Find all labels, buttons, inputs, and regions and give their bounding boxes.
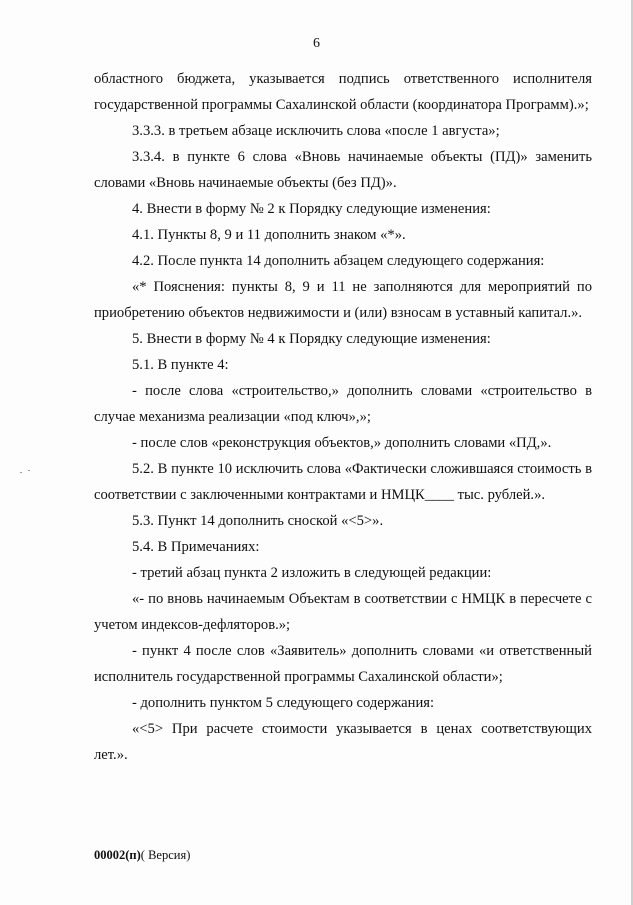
paragraph: 5.2. В пункте 10 исключить слова «Фактически сложившаяся стоимость в соответствии с заключенными контрактами и НМЦК____ тыс. рублей.».	[94, 461, 592, 503]
paragraph: 5.4. В Примечаниях:	[132, 539, 260, 555]
paragraph: областного бюджета, указывается подпись ответственного исполнителя государственной программы Сахалинской области (координатора Программ).»;	[94, 71, 592, 113]
paragraph: - третий абзац пункта 2 изложить в следующей редакции:	[132, 565, 492, 581]
document-code: 00002(п)	[94, 848, 141, 862]
paragraph: 3.3.3. в третьем абзаце исключить слова «после 1 августа»;	[132, 123, 500, 139]
paragraph: - дополнить пунктом 5 следующего содержания:	[132, 695, 435, 711]
paragraph: 5. Внести в форму № 4 к Порядку следующие изменения:	[132, 331, 491, 347]
paragraph: 4.2. После пункта 14 дополнить абзацем следующего содержания:	[132, 253, 545, 269]
paragraph: 4.1. Пункты 8, 9 и 11 дополнить знаком «*».	[132, 227, 406, 243]
document-version: ( Версия)	[140, 848, 191, 862]
paragraph: 3.3.4. в пункте 6 слова «Вновь начинаемые объекты (ПД)» заменить словами «Вновь начинаемые объекты (без ПД)».	[94, 149, 592, 191]
paragraph: 4. Внести в форму № 2 к Порядку следующие изменения:	[132, 201, 491, 217]
scan-speck	[20, 472, 22, 473]
document-body	[94, 66, 592, 768]
scan-speck	[28, 470, 30, 471]
paragraph: «<5> При расчете стоимости указывается в ценах соответствующих лет.».	[94, 721, 592, 763]
page-number: 6	[313, 36, 320, 51]
paragraph: 5.3. Пункт 14 дополнить сноской «<5>».	[132, 513, 384, 529]
paragraph: - после слов «реконструкция объектов,» дополнить словами «ПД,».	[132, 435, 552, 451]
footer-code	[94, 848, 190, 863]
paragraph: «* Пояснения: пункты 8, 9 и 11 не заполняются для мероприятий по приобретению объектов недвижимости и (или) взносам в уставный капитал.».	[94, 279, 592, 321]
paragraph: 5.1. В пункте 4:	[132, 357, 229, 373]
paragraph: - после слова «строительство,» дополнить словами «строительство в случае механизма реализации «под ключ»,»;	[94, 383, 592, 425]
paragraph: - пункт 4 после слов «Заявитель» дополнить словами «и ответственный исполнитель государственной программы Сахалинской области»;	[94, 643, 592, 685]
paragraph: «- по вновь начинаемым Объектам в соответствии с НМЦК в пересчете с учетом индексов-дефляторов.»;	[94, 591, 592, 633]
